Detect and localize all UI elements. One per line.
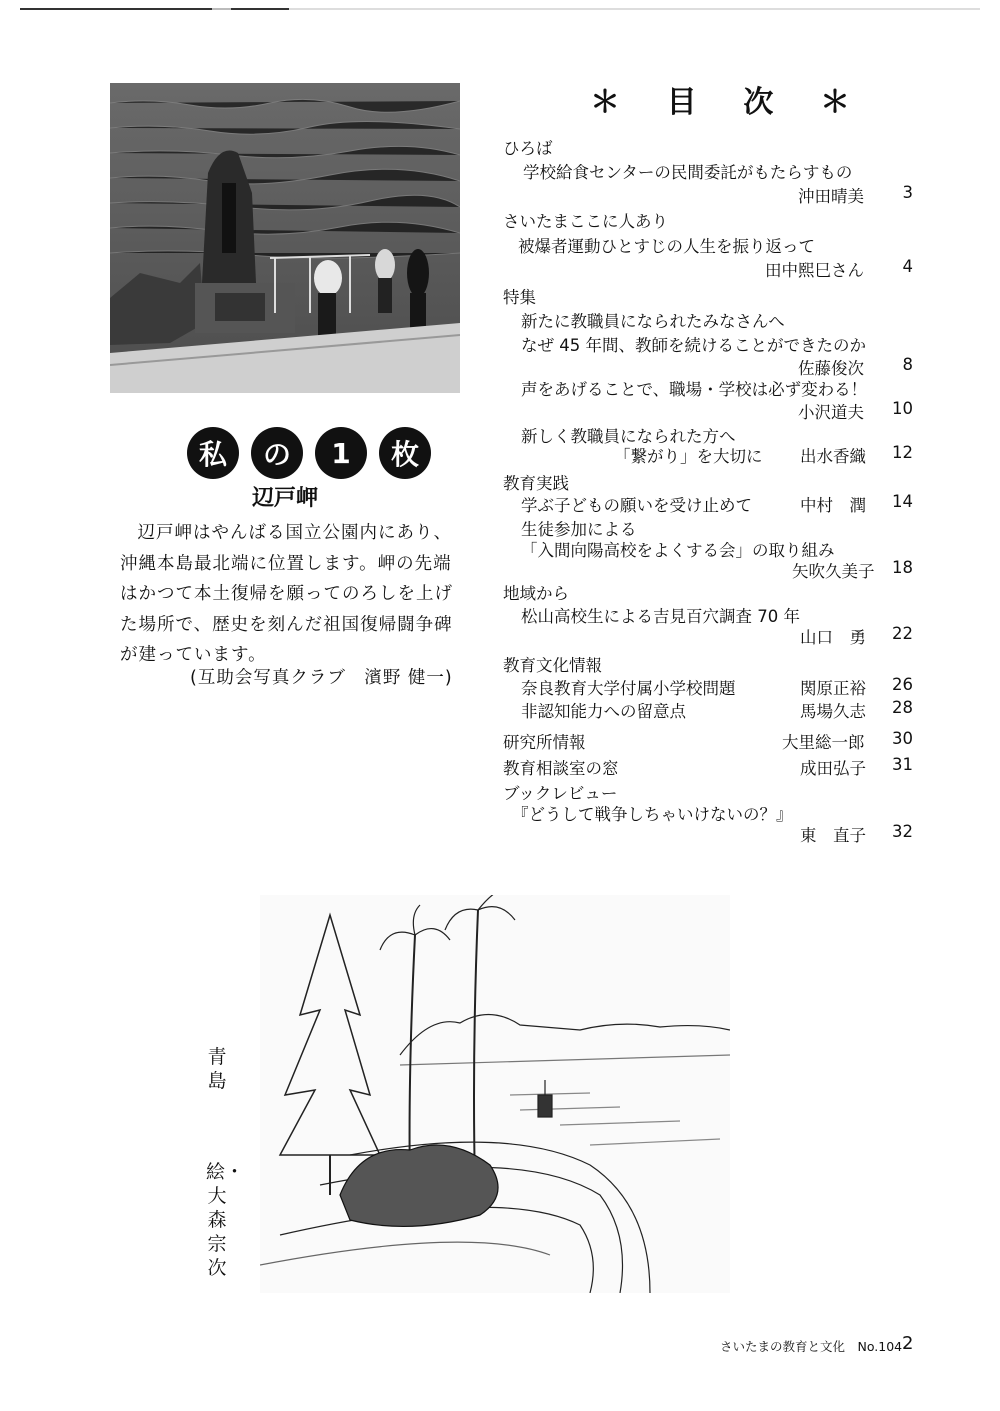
toc-entry-author: 関原正裕 [800,679,866,698]
toc-section-label: 教育文化情報 [503,656,602,675]
place-title: 辺戸岬 [251,486,318,511]
toc-section-label: 特集 [503,288,536,307]
toc-entry-author: 成田弘子 [800,759,866,778]
toc-section-label: さいたまここに人あり [503,212,668,231]
toc-entry-page: 4 [902,257,913,276]
toc-entry-page: 28 [892,698,913,717]
toc-entry-author: 山口 勇 [800,628,866,647]
toc-entry-page: 3 [902,183,913,202]
drawing-artist: 絵・大森宗次 [206,1161,245,1279]
asterisk-icon: ＊ [590,85,620,120]
toc-section-subtitle: 新たに教職員になられたみなさんへ [521,312,785,331]
feature-badge: 枚 [379,427,431,479]
toc-entry-title[interactable]: 非認知能力への留意点 [521,702,686,721]
publication-footer: さいたまの教育と文化 No.104 [720,1339,903,1354]
toc-entry-author: 小沢道夫 [798,403,864,422]
toc-entry-title[interactable]: なぜ 45 年間、教師を続けることができたのか [521,336,866,355]
page-number: 2 [902,1333,914,1354]
toc-section-label: ブックレビュー [503,784,618,803]
toc-entry-page: 31 [892,755,913,774]
asterisk-icon: ＊ [819,85,850,120]
toc-entry-title[interactable]: 声をあげることで、職場・学校は必ず変わる！ [521,380,868,399]
toc-section-label[interactable]: 教育相談室の窓 [503,759,619,778]
feature-badge: の [251,427,303,479]
toc-section-label: 地域から [503,584,569,603]
toc-entry-page: 32 [892,822,913,841]
toc-entry-page: 8 [902,355,913,374]
toc-entry-title-line2[interactable]: 「繋がり」を大切に [614,447,763,466]
toc-entry-title[interactable]: 学校給食センターの民間委託がもたらすもの [523,163,853,182]
toc-entry-title[interactable]: 生徒参加による [521,520,637,539]
toc-entry-title[interactable]: 松山高校生による吉見百穴調査 70 年 [521,607,800,626]
photo-credit: (互助会写真クラブ 濱野 健一) [190,668,453,688]
toc-section-label[interactable]: 研究所情報 [503,733,586,752]
toc-entry-page: 10 [892,399,913,418]
toc-entry-title-line2[interactable]: 「入間向陽高校をよくする会」の取り組み [521,541,835,560]
toc-entry-title[interactable]: 『どうして戦争しちゃいけないの？』 [512,805,793,824]
toc-entry-author: 大里総一郎 [782,733,865,752]
toc-entry-page: 18 [892,558,913,577]
toc-entry-title[interactable]: 新しく教職員になられた方へ [521,427,736,446]
feature-badge: 1 [315,427,367,479]
toc-entry-author: 馬場久志 [800,702,866,721]
toc-entry-page: 22 [892,624,913,643]
toc-entry-page: 30 [892,729,913,748]
toc-entry-page: 14 [892,492,913,511]
feature-badge: 私 [187,427,239,479]
toc-heading-char: 目 [666,85,697,120]
toc-entry-author: 中村 潤 [800,496,866,515]
toc-entry-page: 12 [892,443,913,462]
toc-heading-char: 次 [743,85,774,120]
feature-paragraph-text: 辺戸岬はやんばる国立公園内にあり、沖縄本島最北端に位置します。岬の先端はかつて本土復帰を願ってのろしを上げた場所で、歴史を刻んだ祖国復帰闘争碑が建っています。 [120,523,453,665]
toc-section-label: ひろば [503,139,553,158]
toc-entry-title[interactable]: 奈良教育大学付属小学校問題 [521,679,736,698]
toc-entry-page: 26 [892,675,913,694]
toc-entry-author: 沖田晴美 [798,187,864,206]
toc-section-label: 教育実践 [503,474,569,493]
drawing-title: 青島 [207,1046,227,1092]
aoshima-sketch [260,895,730,1293]
toc-entry-author: 東 直子 [800,826,866,845]
toc-entry-title[interactable]: 被爆者運動ひとすじの人生を振り返って [518,237,815,256]
toc-entry-author: 佐藤俊次 [798,359,864,378]
toc-entry-author: 田中熙巳さん [765,261,864,280]
toc-entry-author: 矢吹久美子 [792,562,875,581]
toc-entry-title[interactable]: 学ぶ子どもの願いを受け止めて [521,496,752,515]
toc-entry-author: 出水香織 [800,447,866,466]
